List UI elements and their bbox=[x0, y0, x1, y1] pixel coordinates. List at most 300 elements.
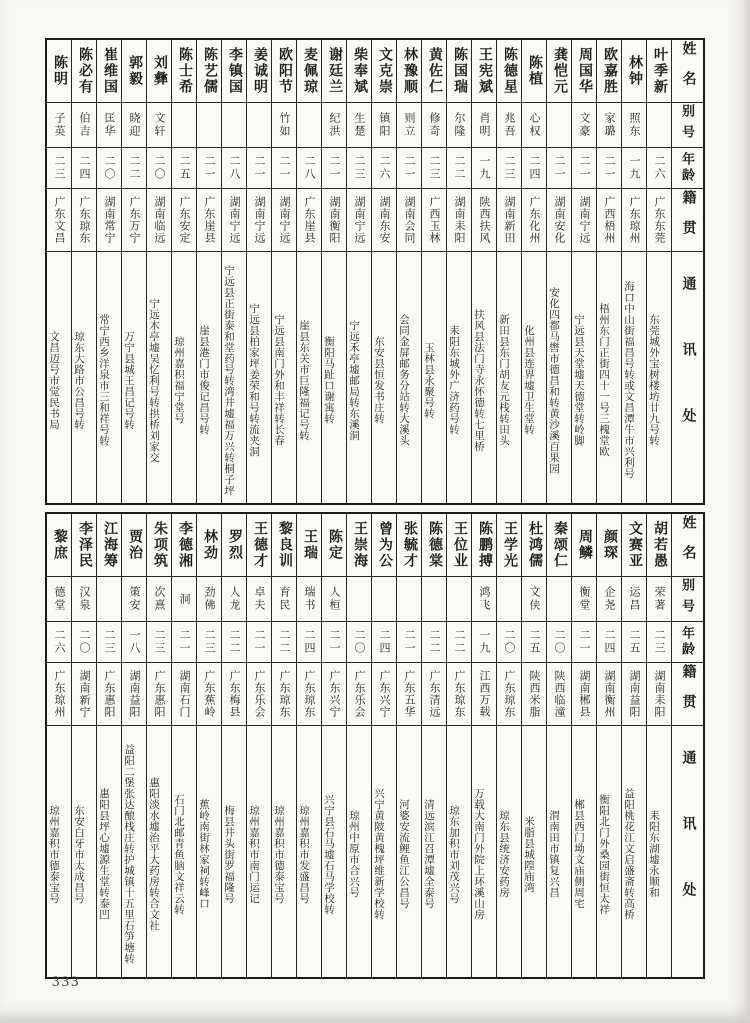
entry-column bbox=[521, 514, 546, 977]
address-cell: 兴宁县石马墟石马学校转 bbox=[323, 793, 334, 915]
native-cell: 广东清远 bbox=[422, 663, 446, 726]
age-cell: 二二 bbox=[222, 622, 246, 663]
native-cell: 广东崖县 bbox=[197, 189, 221, 252]
address-cell: 琼东县统济安药房 bbox=[498, 810, 509, 898]
native-cell: 湖南临远 bbox=[147, 189, 171, 252]
name-cell: 李德湘 bbox=[172, 514, 196, 577]
name-cell: 欧阳节 bbox=[272, 40, 296, 103]
age-cell: 二四 bbox=[72, 148, 96, 189]
name-cell: 姜诚明 bbox=[247, 40, 271, 103]
name-cell: 胡若愚 bbox=[647, 514, 671, 577]
age-cell: 二一 bbox=[172, 622, 196, 663]
native-cell: 广东文昌 bbox=[47, 189, 71, 252]
entry-column bbox=[296, 40, 321, 503]
age-cell: 二一 bbox=[322, 148, 346, 189]
address-cell: 化州县连界墟卫生堂转 bbox=[523, 325, 534, 435]
address-cell: 安化四都马辔市德昌和转黄沙溪百果园 bbox=[548, 286, 559, 474]
native-cell: 湖南常宁 bbox=[97, 189, 121, 252]
native-cell: 湖南东安 bbox=[372, 189, 396, 252]
entry-column bbox=[396, 40, 421, 503]
age-cell: 二三 bbox=[497, 148, 521, 189]
alias-cell bbox=[547, 577, 571, 622]
native-cell: 湖南新宁 bbox=[72, 663, 96, 726]
address-cell: 河婆安流鲤鱼江公昌号 bbox=[398, 799, 409, 909]
entry-column bbox=[421, 514, 446, 977]
name-cell: 陈艺儒 bbox=[197, 40, 221, 103]
address-cell: 宁远县柏家坪姜荣和号转流夹洞 bbox=[248, 303, 259, 457]
address-cell: 琼州嘉积市发盛昌号 bbox=[298, 804, 309, 904]
native-cell: 广东惠阳 bbox=[97, 663, 121, 726]
alias-cell bbox=[97, 577, 121, 622]
age-cell: 二六 bbox=[47, 622, 71, 663]
address-cell: 郴县西门坳文庙侧周宅 bbox=[573, 799, 584, 909]
age-cell: 二五 bbox=[522, 622, 546, 663]
entry-column bbox=[196, 40, 221, 503]
address-cell: 宁远县正街泰和堂药号转湾井墟福万兴转桐子坪 bbox=[223, 264, 234, 496]
alias-cell: 卓夫 bbox=[247, 577, 271, 622]
age-cell: 二一 bbox=[397, 148, 421, 189]
name-cell: 黄佐仁 bbox=[422, 40, 446, 103]
age-cell: 二三 bbox=[422, 148, 446, 189]
native-cell: 湖南衡州 bbox=[597, 663, 621, 726]
alias-cell: 尔隆 bbox=[447, 103, 471, 148]
age-cell: 二一 bbox=[547, 148, 571, 189]
age-cell: 二四 bbox=[522, 148, 546, 189]
name-cell: 柴奉斌 bbox=[347, 40, 371, 103]
alias-cell bbox=[347, 577, 371, 622]
entry-column bbox=[496, 40, 521, 503]
entry-column bbox=[96, 514, 121, 977]
entry-column bbox=[146, 514, 171, 977]
address-cell: 新田县东门胡友元栈转田头 bbox=[498, 314, 509, 446]
entry-column bbox=[346, 40, 371, 503]
name-cell: 龚恺元 bbox=[547, 40, 571, 103]
name-cell: 黎庶 bbox=[47, 514, 71, 577]
entry-column bbox=[71, 40, 96, 503]
alias-cell: 心权 bbox=[522, 103, 546, 148]
age-cell: 一九 bbox=[472, 622, 496, 663]
age-cell: 二三 bbox=[647, 622, 671, 663]
age-cell: 二四 bbox=[597, 622, 621, 663]
entry-column bbox=[521, 40, 546, 503]
entry-column bbox=[246, 514, 271, 977]
address-cell: 琼东加积市刘茂兴号 bbox=[448, 804, 459, 904]
age-cell: 一九 bbox=[622, 148, 646, 189]
header-native: 籍贯 bbox=[672, 189, 703, 252]
age-cell: 二〇 bbox=[97, 148, 121, 189]
entry-column bbox=[596, 40, 621, 503]
age-cell: 二六 bbox=[372, 148, 396, 189]
alias-cell: 晓迎 bbox=[122, 103, 146, 148]
name-cell: 颜琛 bbox=[597, 514, 621, 577]
address-cell: 东安白牙市太成昌号 bbox=[73, 804, 84, 904]
address-cell: 衡阳北门外桑园街恒太祥 bbox=[598, 793, 609, 915]
alias-cell: 照东 bbox=[622, 103, 646, 148]
address-cell: 耒阳东湖墟永顺和 bbox=[648, 810, 659, 898]
header-alias: 别号 bbox=[672, 577, 703, 622]
header-native: 籍贯 bbox=[672, 663, 703, 726]
native-cell: 湖南郴县 bbox=[572, 663, 596, 726]
age-cell: 一九 bbox=[472, 148, 496, 189]
address-cell: 惠阳淡水墟治平大药房转合文社 bbox=[148, 777, 159, 931]
name-cell: 曾为公 bbox=[372, 514, 396, 577]
native-cell: 陕西扶风 bbox=[472, 189, 496, 252]
alias-cell: 次熹 bbox=[147, 577, 171, 622]
entry-column bbox=[47, 40, 71, 503]
native-cell: 广东化州 bbox=[522, 189, 546, 252]
entry-column bbox=[221, 514, 246, 977]
address-cell: 清远滨江召潭墟全泰号 bbox=[423, 799, 434, 909]
name-cell: 陈德棠 bbox=[422, 514, 446, 577]
name-cell: 李镇国 bbox=[222, 40, 246, 103]
entry-column bbox=[146, 40, 171, 503]
age-cell: 二二 bbox=[422, 622, 446, 663]
native-cell: 广东琼东 bbox=[447, 663, 471, 726]
native-cell: 湖南宁远 bbox=[272, 189, 296, 252]
age-cell: 二四 bbox=[372, 622, 396, 663]
name-cell: 周鳞 bbox=[572, 514, 596, 577]
age-cell: 二八 bbox=[222, 148, 246, 189]
age-cell: 二五 bbox=[172, 148, 196, 189]
age-cell: 二二 bbox=[272, 622, 296, 663]
name-cell: 陈植 bbox=[522, 40, 546, 103]
name-cell: 江海筹 bbox=[97, 514, 121, 577]
alias-cell: 人桓 bbox=[322, 577, 346, 622]
name-cell: 文克崇 bbox=[372, 40, 396, 103]
alias-cell: 纪洪 bbox=[322, 103, 346, 148]
age-cell: 二〇 bbox=[72, 622, 96, 663]
alias-cell bbox=[297, 103, 321, 148]
name-cell: 陈士希 bbox=[172, 40, 196, 103]
address-cell: 宁远县天堂墟天德堂转岭脚 bbox=[573, 314, 584, 446]
name-cell: 朱项筑 bbox=[147, 514, 171, 577]
native-cell: 湖南耒阳 bbox=[447, 189, 471, 252]
alias-cell: 策安 bbox=[122, 577, 146, 622]
native-cell: 陕西临潼 bbox=[547, 663, 571, 726]
address-cell: 琼州嘉积市德泰宝号 bbox=[273, 804, 284, 904]
address-cell: 东安县恒发书庄转 bbox=[373, 336, 384, 424]
age-cell: 二五 bbox=[622, 622, 646, 663]
name-cell: 谢廷兰 bbox=[322, 40, 346, 103]
age-cell: 二三 bbox=[147, 622, 171, 663]
age-cell: 二四 bbox=[297, 622, 321, 663]
entry-column bbox=[371, 40, 396, 503]
native-cell: 湖南宁远 bbox=[247, 189, 271, 252]
name-cell: 王宪斌 bbox=[472, 40, 496, 103]
alias-cell bbox=[197, 103, 221, 148]
alias-cell: 育民 bbox=[272, 577, 296, 622]
age-cell: 二八 bbox=[297, 148, 321, 189]
age-cell: 二三 bbox=[347, 148, 371, 189]
address-cell: 文昌迈号市觉民书局 bbox=[48, 330, 59, 430]
address-cell: 宁远禾亭墟邮局转东溪洞 bbox=[348, 319, 359, 441]
alias-cell: 运昌 bbox=[622, 577, 646, 622]
alias-cell: 兆吾 bbox=[497, 103, 521, 148]
entry-column bbox=[621, 514, 646, 977]
age-cell: 一八 bbox=[122, 622, 146, 663]
entry-column bbox=[221, 40, 246, 503]
header-address: 通讯处 bbox=[680, 276, 696, 474]
age-cell: 二一 bbox=[197, 148, 221, 189]
native-cell: 湖南衡阳 bbox=[322, 189, 346, 252]
native-cell: 广东乐会 bbox=[247, 663, 271, 726]
name-cell: 黎良训 bbox=[272, 514, 296, 577]
name-cell: 欧嘉胜 bbox=[597, 40, 621, 103]
alias-cell: 文轩 bbox=[147, 103, 171, 148]
native-cell: 广东琼州 bbox=[622, 189, 646, 252]
native-cell: 广西玉林 bbox=[422, 189, 446, 252]
alias-cell: 家璐 bbox=[597, 103, 621, 148]
alias-cell bbox=[497, 577, 521, 622]
name-cell: 罗烈 bbox=[222, 514, 246, 577]
entry-column bbox=[121, 514, 146, 977]
alias-cell bbox=[372, 577, 396, 622]
entry-column bbox=[296, 514, 321, 977]
age-cell: 二三 bbox=[97, 622, 121, 663]
directory-table-top bbox=[45, 38, 705, 505]
alias-cell: 洞 bbox=[172, 577, 196, 622]
native-cell: 湖南宁远 bbox=[347, 189, 371, 252]
entry-column bbox=[396, 514, 421, 977]
native-cell: 湖南会同 bbox=[397, 189, 421, 252]
entry-column bbox=[646, 40, 671, 503]
age-cell: 二六 bbox=[647, 148, 671, 189]
address-cell: 梧州东门正街四十一号三槐堂欧 bbox=[598, 303, 609, 457]
native-cell: 广东五华 bbox=[397, 663, 421, 726]
name-cell: 王崇海 bbox=[347, 514, 371, 577]
name-cell: 陈必有 bbox=[72, 40, 96, 103]
header-age: 年龄 bbox=[672, 148, 703, 189]
address-cell: 渭南田市镇复兴昌 bbox=[548, 810, 559, 898]
entry-column bbox=[47, 514, 71, 977]
native-cell: 江西万载 bbox=[472, 663, 496, 726]
address-cell: 石门北邮青鱼脑文祥云转 bbox=[173, 793, 184, 915]
age-cell: 二一 bbox=[572, 622, 596, 663]
alias-cell: 汉泉 bbox=[72, 577, 96, 622]
alias-cell: 德堂 bbox=[47, 577, 71, 622]
alias-cell: 鸿飞 bbox=[472, 577, 496, 622]
native-cell: 湖南益阳 bbox=[622, 663, 646, 726]
age-cell: 二〇 bbox=[497, 622, 521, 663]
address-cell: 崖县东关市巨隆福记号转 bbox=[298, 319, 309, 441]
name-cell: 陈明 bbox=[47, 40, 71, 103]
alias-cell bbox=[422, 577, 446, 622]
alias-cell: 衡堂 bbox=[572, 577, 596, 622]
address-cell: 扶风县法门寺永怀德转七里桥 bbox=[473, 308, 484, 452]
name-cell: 刘彝 bbox=[147, 40, 171, 103]
age-cell: 二一 bbox=[597, 148, 621, 189]
name-cell: 郭毅 bbox=[122, 40, 146, 103]
alias-cell: 子英 bbox=[47, 103, 71, 148]
name-cell: 陈德星 bbox=[497, 40, 521, 103]
name-cell: 李泽民 bbox=[72, 514, 96, 577]
header-name: 姓名 bbox=[672, 40, 703, 103]
entry-column bbox=[271, 40, 296, 503]
entry-column bbox=[446, 40, 471, 503]
native-cell: 广东惠阳 bbox=[147, 663, 171, 726]
header-column-bottom bbox=[671, 514, 703, 977]
entry-column bbox=[471, 40, 496, 503]
name-cell: 秦颂仁 bbox=[547, 514, 571, 577]
age-cell: 二三 bbox=[47, 148, 71, 189]
page-number: 333 bbox=[52, 974, 81, 990]
entry-column bbox=[471, 514, 496, 977]
native-cell: 广东万宁 bbox=[122, 189, 146, 252]
native-cell: 广东东莞 bbox=[647, 189, 671, 252]
age-cell: 二〇 bbox=[147, 148, 171, 189]
alias-cell: 肖明 bbox=[472, 103, 496, 148]
address-cell: 琼州中原市合兴号 bbox=[348, 810, 359, 898]
alias-cell bbox=[547, 103, 571, 148]
entry-column bbox=[71, 514, 96, 977]
native-cell: 湖南宁远 bbox=[222, 189, 246, 252]
alias-cell: 伯吉 bbox=[72, 103, 96, 148]
native-cell: 广东兴宁 bbox=[372, 663, 396, 726]
entry-column bbox=[121, 40, 146, 503]
alias-cell: 荣著 bbox=[647, 577, 671, 622]
age-cell: 二一 bbox=[322, 622, 346, 663]
native-cell: 广东琼州 bbox=[47, 663, 71, 726]
address-cell: 万载大南门外院上环溪山房 bbox=[473, 788, 484, 920]
name-cell: 贾治 bbox=[122, 514, 146, 577]
address-cell: 米脂县城隍庙湾 bbox=[523, 815, 534, 893]
entry-column bbox=[571, 40, 596, 503]
address-cell: 会同金屏邮务分站转大溪头 bbox=[398, 314, 409, 446]
alias-cell: 劲佛 bbox=[197, 577, 221, 622]
address-cell: 宁远县南门外和丰祥转长春 bbox=[273, 314, 284, 446]
entry-column bbox=[421, 40, 446, 503]
entry-column bbox=[446, 514, 471, 977]
native-cell: 湖南耒阳 bbox=[647, 663, 671, 726]
address-cell: 益阳二堡张达酿栈庄转护城镇十五里石笋塘转 bbox=[123, 744, 134, 964]
native-cell: 广东安定 bbox=[172, 189, 196, 252]
address-cell: 玉林县永聚号转 bbox=[423, 341, 434, 419]
age-cell: 二〇 bbox=[347, 622, 371, 663]
entry-column bbox=[596, 514, 621, 977]
address-cell: 兴宁黄陂黄槐坪维新学校转 bbox=[373, 788, 384, 920]
age-cell: 二一 bbox=[247, 622, 271, 663]
age-cell: 二三 bbox=[197, 622, 221, 663]
address-cell: 琼州嘉积福宁堂号 bbox=[173, 336, 184, 424]
native-cell: 广东琼东 bbox=[72, 189, 96, 252]
entry-column bbox=[321, 40, 346, 503]
entry-column bbox=[271, 514, 296, 977]
address-cell: 崖县港门市俊记昌号转 bbox=[198, 325, 209, 435]
entry-column bbox=[496, 514, 521, 977]
address-cell: 宁远木亭墟吴忆利号转拱桥刘家交 bbox=[148, 297, 159, 463]
alias-cell bbox=[647, 103, 671, 148]
name-cell: 周国华 bbox=[572, 40, 596, 103]
name-cell: 陈国瑞 bbox=[447, 40, 471, 103]
alias-cell: 匡华 bbox=[97, 103, 121, 148]
name-cell: 叶季新 bbox=[647, 40, 671, 103]
native-cell: 湖南安化 bbox=[547, 189, 571, 252]
entry-column bbox=[621, 40, 646, 503]
name-cell: 王德才 bbox=[247, 514, 271, 577]
native-cell: 广东梅县 bbox=[222, 663, 246, 726]
address-cell: 琼东大路市公昌号转 bbox=[73, 330, 84, 430]
alias-cell bbox=[447, 577, 471, 622]
native-cell: 广东乐会 bbox=[347, 663, 371, 726]
entry-column bbox=[546, 514, 571, 977]
header-age: 年龄 bbox=[672, 622, 703, 663]
entry-column bbox=[321, 514, 346, 977]
alias-cell: 则立 bbox=[397, 103, 421, 148]
name-cell: 王学光 bbox=[497, 514, 521, 577]
age-cell: 二一 bbox=[247, 148, 271, 189]
header-address: 通讯处 bbox=[680, 750, 696, 948]
address-cell: 益阳桃花江文启盛斋转高桥 bbox=[623, 788, 634, 920]
header-alias: 别号 bbox=[672, 103, 703, 148]
alias-cell: 竹如 bbox=[272, 103, 296, 148]
address-cell: 琼州嘉积市南门运记 bbox=[248, 804, 259, 904]
address-cell: 惠阳县坪心墟源生堂转泰凹 bbox=[98, 788, 109, 920]
native-cell: 广西梧州 bbox=[597, 189, 621, 252]
native-cell: 湖南石门 bbox=[172, 663, 196, 726]
directory-table-bottom bbox=[45, 512, 705, 979]
address-cell: 东莞城外宝树楼坊廿九号转 bbox=[648, 314, 659, 446]
alias-cell bbox=[247, 103, 271, 148]
native-cell: 陕西米脂 bbox=[522, 663, 546, 726]
alias-cell: 文侠 bbox=[522, 577, 546, 622]
address-cell: 衡阳马趾口谢寓转 bbox=[323, 336, 334, 424]
name-cell: 林钟 bbox=[622, 40, 646, 103]
name-cell: 林豫顺 bbox=[397, 40, 421, 103]
native-cell: 广东琼东 bbox=[297, 663, 321, 726]
age-cell: 二二 bbox=[447, 622, 471, 663]
header-name: 姓名 bbox=[672, 514, 703, 577]
native-cell: 广东崖县 bbox=[297, 189, 321, 252]
name-cell: 林劲 bbox=[197, 514, 221, 577]
entry-column bbox=[96, 40, 121, 503]
alias-cell: 修奇 bbox=[422, 103, 446, 148]
native-cell: 广东琼东 bbox=[497, 663, 521, 726]
header-column-top bbox=[671, 40, 703, 503]
native-cell: 湖南宁远 bbox=[572, 189, 596, 252]
entry-column bbox=[371, 514, 396, 977]
entry-column bbox=[546, 40, 571, 503]
alias-cell: 文豪 bbox=[572, 103, 596, 148]
entry-column bbox=[571, 514, 596, 977]
age-cell: 二一 bbox=[572, 148, 596, 189]
name-cell: 王瑞 bbox=[297, 514, 321, 577]
alias-cell: 瑞书 bbox=[297, 577, 321, 622]
address-cell: 万宁县城王昌记号转 bbox=[123, 330, 134, 430]
alias-cell: 人龙 bbox=[222, 577, 246, 622]
entry-column bbox=[196, 514, 221, 977]
age-cell: 二一 bbox=[397, 622, 421, 663]
age-cell: 二〇 bbox=[547, 622, 571, 663]
age-cell: 二二 bbox=[447, 148, 471, 189]
alias-cell: 镇阳 bbox=[372, 103, 396, 148]
name-cell: 崔维国 bbox=[97, 40, 121, 103]
name-cell: 王位业 bbox=[447, 514, 471, 577]
native-cell: 广东兴宁 bbox=[322, 663, 346, 726]
name-cell: 张毓才 bbox=[397, 514, 421, 577]
native-cell: 广东蕉岭 bbox=[197, 663, 221, 726]
entry-column bbox=[246, 40, 271, 503]
name-cell: 文赛亚 bbox=[622, 514, 646, 577]
name-cell: 陈鹏搏 bbox=[472, 514, 496, 577]
address-cell: 常宁西乡洋泉市三和祥号转 bbox=[98, 314, 109, 446]
address-cell: 蕉岭南街林家祠转峰口 bbox=[198, 799, 209, 909]
name-cell: 麦佩琼 bbox=[297, 40, 321, 103]
alias-cell bbox=[222, 103, 246, 148]
address-cell: 耒阳东城外广济药号转 bbox=[448, 325, 459, 435]
entry-column bbox=[171, 40, 196, 503]
address-cell: 琼州嘉积市德泰宝号 bbox=[48, 804, 59, 904]
tables-wrapper bbox=[45, 38, 705, 986]
